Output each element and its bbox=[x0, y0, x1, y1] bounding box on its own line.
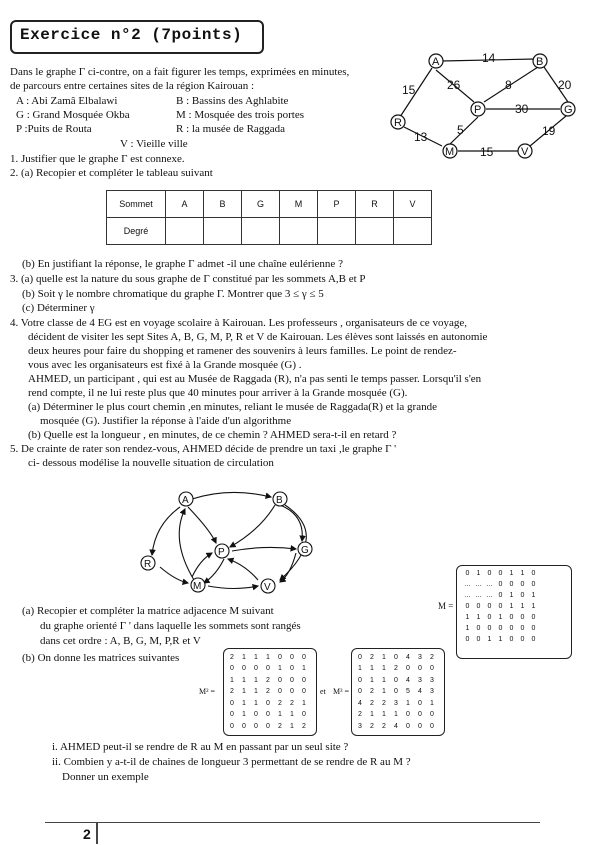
matrix-cell: 0 bbox=[418, 722, 422, 730]
table-col-b: B bbox=[204, 191, 242, 218]
matrix-cell: 0 bbox=[266, 722, 270, 730]
site-m: M : Mosquée des trois portes bbox=[176, 109, 305, 121]
matrix-cell: 3 bbox=[358, 722, 362, 730]
matrix-cell: 0 bbox=[230, 722, 234, 730]
question-5a-line-3: dans cet ordre : A, B, G, M, P,R et V bbox=[40, 635, 201, 647]
matrix-cell: 0 bbox=[520, 624, 525, 632]
matrix-cell: 0 bbox=[498, 580, 503, 588]
matrix-cell: 1 bbox=[290, 722, 294, 730]
matrix-cell: 4 bbox=[418, 688, 422, 696]
matrix-cell: 2 bbox=[278, 722, 282, 730]
matrix-cell: 0 bbox=[302, 688, 306, 696]
matrix-cell: … bbox=[475, 591, 482, 599]
matrix-cell: 0 bbox=[498, 569, 503, 577]
table-cell bbox=[394, 218, 432, 245]
matrix-cell: 0 bbox=[358, 688, 362, 696]
matrix-cell: 0 bbox=[520, 591, 525, 599]
vertex-label-g: G bbox=[564, 104, 573, 116]
matrix-cell: 0 bbox=[394, 653, 398, 661]
matrix-cell: 0 bbox=[418, 699, 422, 707]
matrix-cell: 0 bbox=[531, 635, 536, 643]
matrix-cell: 0 bbox=[406, 711, 410, 719]
matrix-cell: 0 bbox=[465, 602, 470, 610]
matrix-cell: 1 bbox=[509, 569, 514, 577]
matrix-cell: 2 bbox=[382, 722, 386, 730]
weight-ar: 15 bbox=[402, 83, 416, 97]
question-5b-ii-line-2: Donner un exemple bbox=[62, 771, 149, 783]
table-header-degre: Degré bbox=[107, 218, 166, 245]
site-r: R : la musée de Raggada bbox=[176, 123, 286, 135]
question-4b: (b) Quelle est la longueur , en minutes, de ce chemin ? AHMED sera-t-il en retard ? bbox=[28, 429, 397, 441]
vertex2-label-b: B bbox=[276, 495, 283, 506]
matrix-row bbox=[462, 601, 539, 612]
matrix-cell: 2 bbox=[290, 699, 294, 707]
matrix-cell: 0 bbox=[465, 635, 470, 643]
vertex2-label-p: P bbox=[218, 547, 225, 558]
graph-gamma bbox=[380, 40, 590, 170]
and-label: et bbox=[320, 687, 326, 696]
weight-bg: 20 bbox=[558, 78, 572, 92]
matrix-cell: 1 bbox=[487, 635, 492, 643]
matrix-row bbox=[354, 687, 438, 699]
matrix-m2-label: M² = bbox=[199, 687, 216, 696]
matrix-row bbox=[354, 675, 438, 687]
weight-pg: 30 bbox=[515, 102, 529, 116]
matrix-cell: … bbox=[486, 580, 493, 588]
matrix-cell: 1 bbox=[531, 602, 536, 610]
matrix-cell: 1 bbox=[531, 591, 536, 599]
matrix-row bbox=[226, 652, 310, 664]
matrix-cell: 2 bbox=[266, 688, 270, 696]
matrix-cell: 0 bbox=[509, 635, 514, 643]
vertex-label-v: V bbox=[521, 146, 529, 158]
question-4a-line-2: mosquée (G). Justifier la réponse à l'aide d'un algorithme bbox=[40, 415, 292, 427]
matrix-cell: 0 bbox=[465, 569, 470, 577]
table-cell bbox=[280, 218, 318, 245]
matrix-cell: 1 bbox=[382, 711, 386, 719]
site-v: V : Vieille ville bbox=[120, 138, 188, 150]
question-5b-ii-line-1: ii. Combien y a-t-il de chaines de longueur 3 permettant de se rendre de R au M ? bbox=[52, 756, 411, 768]
matrix-cell: 1 bbox=[520, 569, 525, 577]
matrix-cell: 0 bbox=[302, 711, 306, 719]
matrix-cell: 2 bbox=[370, 653, 374, 661]
matrix-cell: 2 bbox=[278, 699, 282, 707]
matrix-cell: 1 bbox=[498, 613, 503, 621]
matrix-cell: 1 bbox=[290, 711, 294, 719]
matrix-cell: 0 bbox=[498, 624, 503, 632]
matrix-cell: 2 bbox=[370, 722, 374, 730]
matrix-cell: 0 bbox=[406, 722, 410, 730]
matrix-cell: 3 bbox=[430, 688, 434, 696]
matrix-cell: 0 bbox=[406, 665, 410, 673]
matrix-cell: 3 bbox=[394, 699, 398, 707]
matrix-cell: 1 bbox=[242, 711, 246, 719]
matrix-cell: 0 bbox=[242, 722, 246, 730]
question-3a: 3. (a) quelle est la nature du sous graphe de Γ constitué par les sommets A,B et P bbox=[10, 273, 366, 285]
vertex2-label-a: A bbox=[182, 495, 189, 506]
matrix-cell: 0 bbox=[487, 624, 492, 632]
matrix-cell: 0 bbox=[278, 653, 282, 661]
matrix-row bbox=[462, 634, 539, 645]
matrix-cell: 1 bbox=[242, 688, 246, 696]
matrix-cell: 0 bbox=[290, 665, 294, 673]
exercise-title: Exercice n°2 (7points) bbox=[20, 26, 243, 44]
vertex-label-b: B bbox=[536, 56, 544, 68]
question-5b-i: i. AHMED peut-il se rendre de R au M en passant par un seul site ? bbox=[52, 741, 349, 753]
matrix-row bbox=[354, 652, 438, 664]
question-4-line-6: rend compte, il ne lui reste plus que 40 minutes pour arriver à la Grande mosquée (G). bbox=[28, 387, 408, 399]
matrix-cell: 0 bbox=[230, 699, 234, 707]
matrix-cell: 0 bbox=[358, 676, 362, 684]
matrix-cell: 0 bbox=[531, 569, 536, 577]
table-cell bbox=[204, 218, 242, 245]
matrix-row bbox=[354, 721, 438, 733]
matrix-cell: 4 bbox=[406, 676, 410, 684]
vertex-label-p: P bbox=[474, 104, 482, 116]
matrix-cell: 0 bbox=[278, 676, 282, 684]
matrix-row bbox=[354, 710, 438, 722]
weight-mv: 15 bbox=[480, 145, 494, 159]
matrix-cell: 0 bbox=[531, 580, 536, 588]
matrix-m-label: M = bbox=[438, 601, 454, 611]
matrix-m2 bbox=[226, 652, 310, 733]
matrix-cell: … bbox=[486, 591, 493, 599]
matrix-cell: 0 bbox=[520, 635, 525, 643]
matrix-row bbox=[226, 687, 310, 699]
matrix-cell: 2 bbox=[266, 676, 270, 684]
matrix-cell: 1 bbox=[370, 711, 374, 719]
table-cell bbox=[242, 218, 280, 245]
question-5-line-1: 5. De crainte de rater son rendez-vous, AHMED décide de prendre un taxi ,le graphe Γ ' bbox=[10, 443, 397, 455]
matrix-row bbox=[226, 675, 310, 687]
matrix-cell: 0 bbox=[230, 665, 234, 673]
matrix-cell: 1 bbox=[406, 699, 410, 707]
matrix-cell: 1 bbox=[465, 613, 470, 621]
matrix-cell: 1 bbox=[242, 699, 246, 707]
matrix-m bbox=[462, 568, 539, 645]
matrix-cell: 0 bbox=[430, 665, 434, 673]
matrix-cell: 2 bbox=[370, 699, 374, 707]
matrix-m3-label: M³ = bbox=[333, 687, 350, 696]
matrix-cell: 2 bbox=[358, 711, 362, 719]
vertex2-label-g: G bbox=[301, 545, 309, 556]
matrix-cell: 1 bbox=[430, 699, 434, 707]
weight-pm: 5 bbox=[457, 123, 464, 137]
matrix-cell: 0 bbox=[266, 711, 270, 719]
matrix-cell: 1 bbox=[278, 711, 282, 719]
matrix-cell: 0 bbox=[476, 624, 481, 632]
matrix-cell: 1 bbox=[382, 653, 386, 661]
matrix-cell: 1 bbox=[302, 665, 306, 673]
vertex-label-a: A bbox=[432, 56, 440, 68]
matrix-cell: 4 bbox=[358, 699, 362, 707]
question-1: 1. Justifier que le graphe Γ est connexe. bbox=[10, 153, 185, 165]
table-header-sommet: Sommet bbox=[107, 191, 166, 218]
vertex2-label-r: R bbox=[144, 559, 152, 570]
matrix-cell: 1 bbox=[476, 569, 481, 577]
question-2a: 2. (a) Recopier et compléter le tableau suivant bbox=[10, 167, 213, 179]
matrix-cell: 0 bbox=[302, 676, 306, 684]
matrix-cell: 1 bbox=[230, 676, 234, 684]
matrix-cell: 5 bbox=[406, 688, 410, 696]
question-4-line-2: décident de visiter les sept Sites A, B, G, M, P, R et V de Kairouan. Les élèves sont laissés en autonomie bbox=[28, 331, 488, 343]
page-number: 2 bbox=[83, 826, 91, 842]
table-col-v: V bbox=[394, 191, 432, 218]
matrix-cell: 0 bbox=[266, 665, 270, 673]
intro-line-1: Dans le graphe Γ ci-contre, on a fait figurer les temps, exprimées en minutes, bbox=[10, 66, 350, 78]
matrix-cell: 0 bbox=[476, 635, 481, 643]
matrix-cell: 0 bbox=[254, 722, 258, 730]
matrix-cell: 0 bbox=[509, 624, 514, 632]
matrix-cell: 0 bbox=[242, 665, 246, 673]
matrix-cell: 0 bbox=[487, 569, 492, 577]
matrix-row bbox=[226, 710, 310, 722]
matrix-cell: 0 bbox=[358, 653, 362, 661]
matrix-cell: 0 bbox=[290, 688, 294, 696]
graph-gamma-prime bbox=[130, 485, 330, 610]
table-col-m: M bbox=[280, 191, 318, 218]
matrix-cell: 1 bbox=[266, 653, 270, 661]
matrix-row bbox=[462, 612, 539, 623]
question-4-line-5: AHMED, un participant , qui est au Musée de Raggada (R), n'a pas senti le temps passer. Lorsqu'il s'en bbox=[28, 373, 482, 385]
table-col-r: R bbox=[356, 191, 394, 218]
matrix-cell: 0 bbox=[254, 711, 258, 719]
matrix-cell: 4 bbox=[394, 722, 398, 730]
question-3b: (b) Soit γ le nombre chromatique du graphe Γ. Montrer que 3 ≤ γ ≤ 5 bbox=[22, 288, 324, 300]
matrix-cell: 1 bbox=[254, 699, 258, 707]
question-3c: (c) Déterminer γ bbox=[22, 302, 95, 314]
intro-line-2: de parcours entre certaines sites de la région Kairouan : bbox=[10, 80, 255, 92]
matrix-cell: 0 bbox=[278, 688, 282, 696]
matrix-cell: 1 bbox=[394, 711, 398, 719]
footer-line bbox=[45, 822, 540, 823]
matrix-cell: 1 bbox=[358, 665, 362, 673]
matrix-cell: 1 bbox=[370, 676, 374, 684]
matrix-cell: 3 bbox=[430, 676, 434, 684]
matrix-cell: 1 bbox=[465, 624, 470, 632]
matrix-cell: 1 bbox=[498, 635, 503, 643]
matrix-cell: 0 bbox=[418, 665, 422, 673]
matrix-row bbox=[462, 579, 539, 590]
matrix-row bbox=[226, 721, 310, 733]
question-5b: (b) On donne les matrices suivantes bbox=[22, 652, 180, 664]
matrix-row bbox=[462, 623, 539, 634]
matrix-cell: 2 bbox=[430, 653, 434, 661]
table-col-p: P bbox=[318, 191, 356, 218]
matrix-cell: 3 bbox=[418, 653, 422, 661]
matrix-cell: 2 bbox=[230, 653, 234, 661]
matrix-cell: 0 bbox=[394, 676, 398, 684]
matrix-cell: 0 bbox=[266, 699, 270, 707]
matrix-cell: 1 bbox=[382, 665, 386, 673]
weight-ap: 26 bbox=[447, 78, 461, 92]
matrix-cell: 0 bbox=[498, 591, 503, 599]
matrix-row bbox=[354, 698, 438, 710]
question-5-line-2: ci- dessous modélise la nouvelle situation de circulation bbox=[28, 457, 274, 469]
matrix-cell: 1 bbox=[370, 665, 374, 673]
matrix-cell: 2 bbox=[230, 688, 234, 696]
weight-gv: 19 bbox=[542, 124, 556, 138]
matrix-cell: 0 bbox=[254, 665, 258, 673]
matrix-cell: … bbox=[475, 580, 482, 588]
matrix-row bbox=[354, 664, 438, 676]
matrix-cell: 0 bbox=[509, 580, 514, 588]
matrix-cell: 0 bbox=[430, 722, 434, 730]
matrix-cell: 1 bbox=[254, 676, 258, 684]
site-b: B : Bassins des Aghlabite bbox=[176, 95, 289, 107]
matrix-cell: 2 bbox=[302, 722, 306, 730]
site-p: P :Puits de Routa bbox=[16, 123, 92, 135]
weight-bp: 8 bbox=[505, 78, 512, 92]
question-4a-line-1: (a) Déterminer le plus court chemin ,en minutes, reliant le musée de Raggada(R) et la grande bbox=[28, 401, 437, 413]
question-5a-line-2: du graphe orienté Γ ' dans laquelle les sommets sont rangés bbox=[40, 620, 301, 632]
matrix-cell: 1 bbox=[278, 665, 282, 673]
matrix-cell: 0 bbox=[230, 711, 234, 719]
matrix-row bbox=[462, 590, 539, 601]
matrix-cell: 0 bbox=[520, 580, 525, 588]
site-g: G : Grand Mosquée Okba bbox=[16, 109, 130, 121]
matrix-row bbox=[226, 698, 310, 710]
table-cell bbox=[356, 218, 394, 245]
table-col-g: G bbox=[242, 191, 280, 218]
matrix-cell: 0 bbox=[498, 602, 503, 610]
matrix-cell: … bbox=[464, 591, 471, 599]
matrix-cell: 1 bbox=[302, 699, 306, 707]
matrix-cell: 1 bbox=[254, 653, 258, 661]
vertex2-label-v: V bbox=[264, 582, 271, 593]
matrix-cell: 0 bbox=[487, 602, 492, 610]
matrix-cell: … bbox=[464, 580, 471, 588]
question-4-line-4: vous avec les organisateurs est fixé à la Grande mosquée (G) . bbox=[28, 359, 302, 371]
vertex2-label-m: M bbox=[193, 581, 202, 592]
matrix-cell: 4 bbox=[406, 653, 410, 661]
matrix-cell: 1 bbox=[509, 591, 514, 599]
table-cell bbox=[166, 218, 204, 245]
matrix-cell: 0 bbox=[290, 653, 294, 661]
matrix-m3 bbox=[354, 652, 438, 733]
degree-table bbox=[106, 190, 432, 245]
vertex-label-m: M bbox=[445, 146, 455, 158]
question-5a-line-1: (a) Recopier et compléter la matrice adjacence M suivant bbox=[22, 605, 274, 617]
matrix-cell: 0 bbox=[418, 711, 422, 719]
weight-rm: 13 bbox=[414, 130, 428, 144]
matrix-cell: 2 bbox=[394, 665, 398, 673]
matrix-row bbox=[226, 664, 310, 676]
matrix-cell: 2 bbox=[382, 699, 386, 707]
matrix-cell: 1 bbox=[520, 602, 525, 610]
matrix-cell: 1 bbox=[509, 602, 514, 610]
matrix-cell: 3 bbox=[418, 676, 422, 684]
matrix-cell: 1 bbox=[382, 688, 386, 696]
matrix-cell: 1 bbox=[242, 653, 246, 661]
matrix-cell: 1 bbox=[242, 676, 246, 684]
matrix-cell: 0 bbox=[430, 711, 434, 719]
question-4-line-1: 4. Votre classe de 4 EG est en voyage scolaire à Kairouan. Les professeurs , organisateurs de ce voyage, bbox=[10, 317, 467, 329]
matrix-cell: 1 bbox=[382, 676, 386, 684]
question-2b: (b) En justifiant la réponse, le graphe Γ admet -il une chaîne eulérienne ? bbox=[22, 258, 343, 270]
matrix-row bbox=[462, 568, 539, 579]
matrix-cell: 1 bbox=[476, 613, 481, 621]
question-4-line-3: deux heures pour faire du shopping et ramener des souvenirs à leurs familles. Le point de rendez- bbox=[28, 345, 457, 357]
vertex-label-r: R bbox=[394, 117, 402, 129]
matrix-cell: 0 bbox=[531, 613, 536, 621]
page-number-bar bbox=[96, 822, 98, 844]
matrix-cell: 1 bbox=[254, 688, 258, 696]
matrix-cell: 0 bbox=[394, 688, 398, 696]
table-cell bbox=[318, 218, 356, 245]
matrix-cell: 0 bbox=[302, 653, 306, 661]
matrix-cell: 2 bbox=[370, 688, 374, 696]
table-col-a: A bbox=[166, 191, 204, 218]
site-a: A : Abi Zamâ Elbalawi bbox=[16, 95, 118, 107]
matrix-cell: 0 bbox=[476, 602, 481, 610]
matrix-cell: 0 bbox=[509, 613, 514, 621]
weight-ab: 14 bbox=[482, 51, 496, 65]
matrix-cell: 0 bbox=[520, 613, 525, 621]
matrix-cell: 0 bbox=[290, 676, 294, 684]
matrix-cell: 0 bbox=[487, 613, 492, 621]
matrix-cell: 0 bbox=[531, 624, 536, 632]
